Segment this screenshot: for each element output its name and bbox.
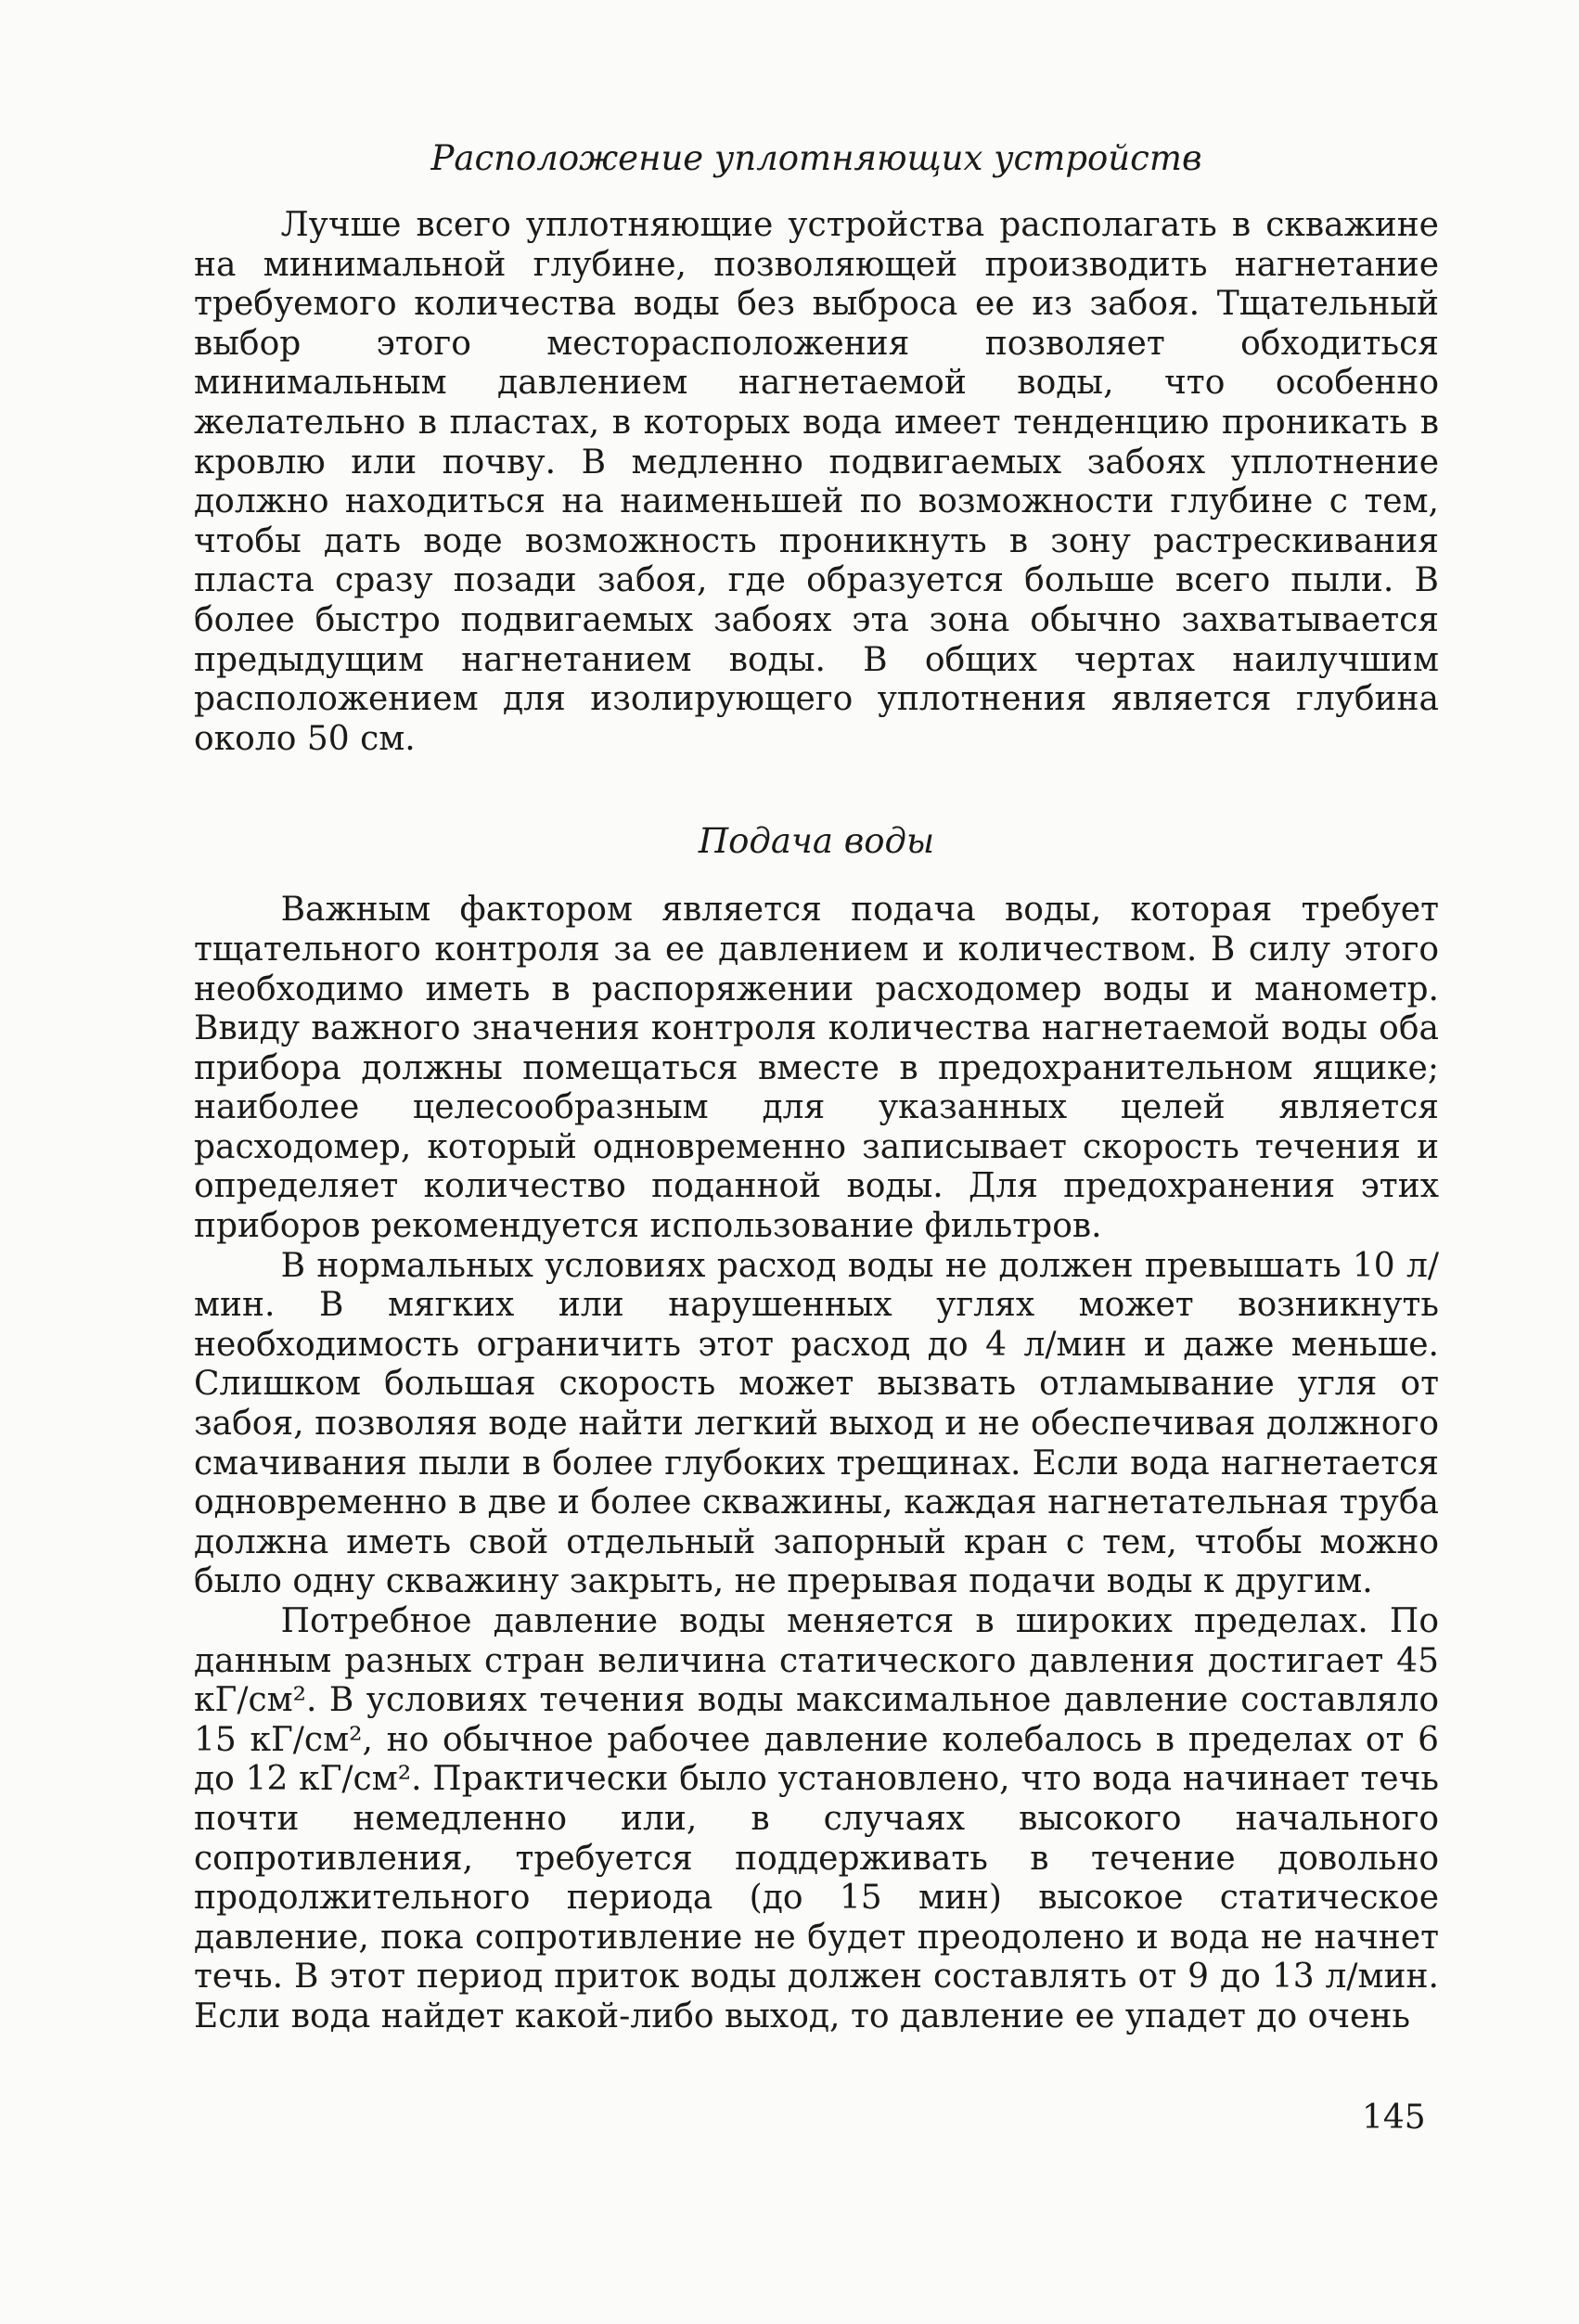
page-number: 145 [1362, 2099, 1426, 2137]
paragraph: В нормальных условиях расход воды не должен превышать 10 л/мин. В мягких или нарушенных углях может возникнуть необходимость ограничить этот расход до 4 л/мин и даже меньше. Слишком большая скорость может вызвать отламывание угля от забоя, позволяя воде найти легкий выход и не обеспечивая должного смачивания пыли в более глубоких трещинах. Если вода нагнетается одновременно в две и более скважины, каждая нагнетательная труба должна иметь свой отдельный запорный кран с тем, чтобы можно было одну скважину закрыть, не прерывая подачи воды к другим. [194, 1246, 1439, 1601]
paragraph: Важным фактором является подача воды, которая требует тщательного контроля за ее давлением и количеством. В силу этого необходимо иметь в распоряжении расходомер воды и манометр. Ввиду важного значения контроля количества нагнетаемой воды оба прибора должны помещаться вместе в предохранительном ящике; наиболее целесообразным для указанных целей является расходомер, который одновременно записывает скорость течения и определяет количество поданной воды. Для предохранения этих приборов рекомендуется использование фильтров. [194, 891, 1439, 1246]
page-text [194, 139, 1439, 2037]
section-heading: Расположение уплотняющих устройств [430, 138, 1202, 178]
section-water-supply [194, 822, 1439, 2036]
section-seal-placement [194, 139, 1439, 759]
section-heading: Подача воды [698, 821, 935, 862]
paragraph: Потребное давление воды меняется в широких пределах. По данным разных стран величина статического давления достигает 45 кГ/см². В условиях течения воды максимальное давление составляло 15 кГ/см², но обычное рабочее давление колебалось в пределах от 6 до 12 кГ/см². Практически было установлено, что вода начинает течь почти немедленно или, в случаях высокого начального сопротивления, требуется поддерживать в течение довольно продолжительного периода (до 15 мин) высокое статическое давление, пока сопротивление не будет преодолено и вода не начнет течь. В этот период приток воды должен составлять от 9 до 13 л/мин. Если вода найдет какой-либо выход, то давление ее упадет до очень [194, 1602, 1439, 2035]
paragraph: Лучше всего уплотняющие устройства располагать в скважине на минимальной глубине, позволяющей производить нагнетание требуемого количества воды без выброса ее из забоя. Тщательный выбор этого месторасположения позволяет обходиться минимальным давлением нагнетаемой воды, что особенно желательно в пластах, в которых вода имеет тенденцию проникать в кровлю или почву. В медленно подвигаемых забоях уплотнение должно находиться на наименьшей по возможности глубине с тем, чтобы дать воде возможность проникнуть в зону растрескивания пласта сразу позади забоя, где образуется больше всего пыли. В более быстро подвигаемых забоях эта зона обычно захватывается предыдущим нагнетанием воды. В общих чертах наилучшим расположением для изолирующего уплотнения является глубина около 50 см. [194, 206, 1439, 758]
